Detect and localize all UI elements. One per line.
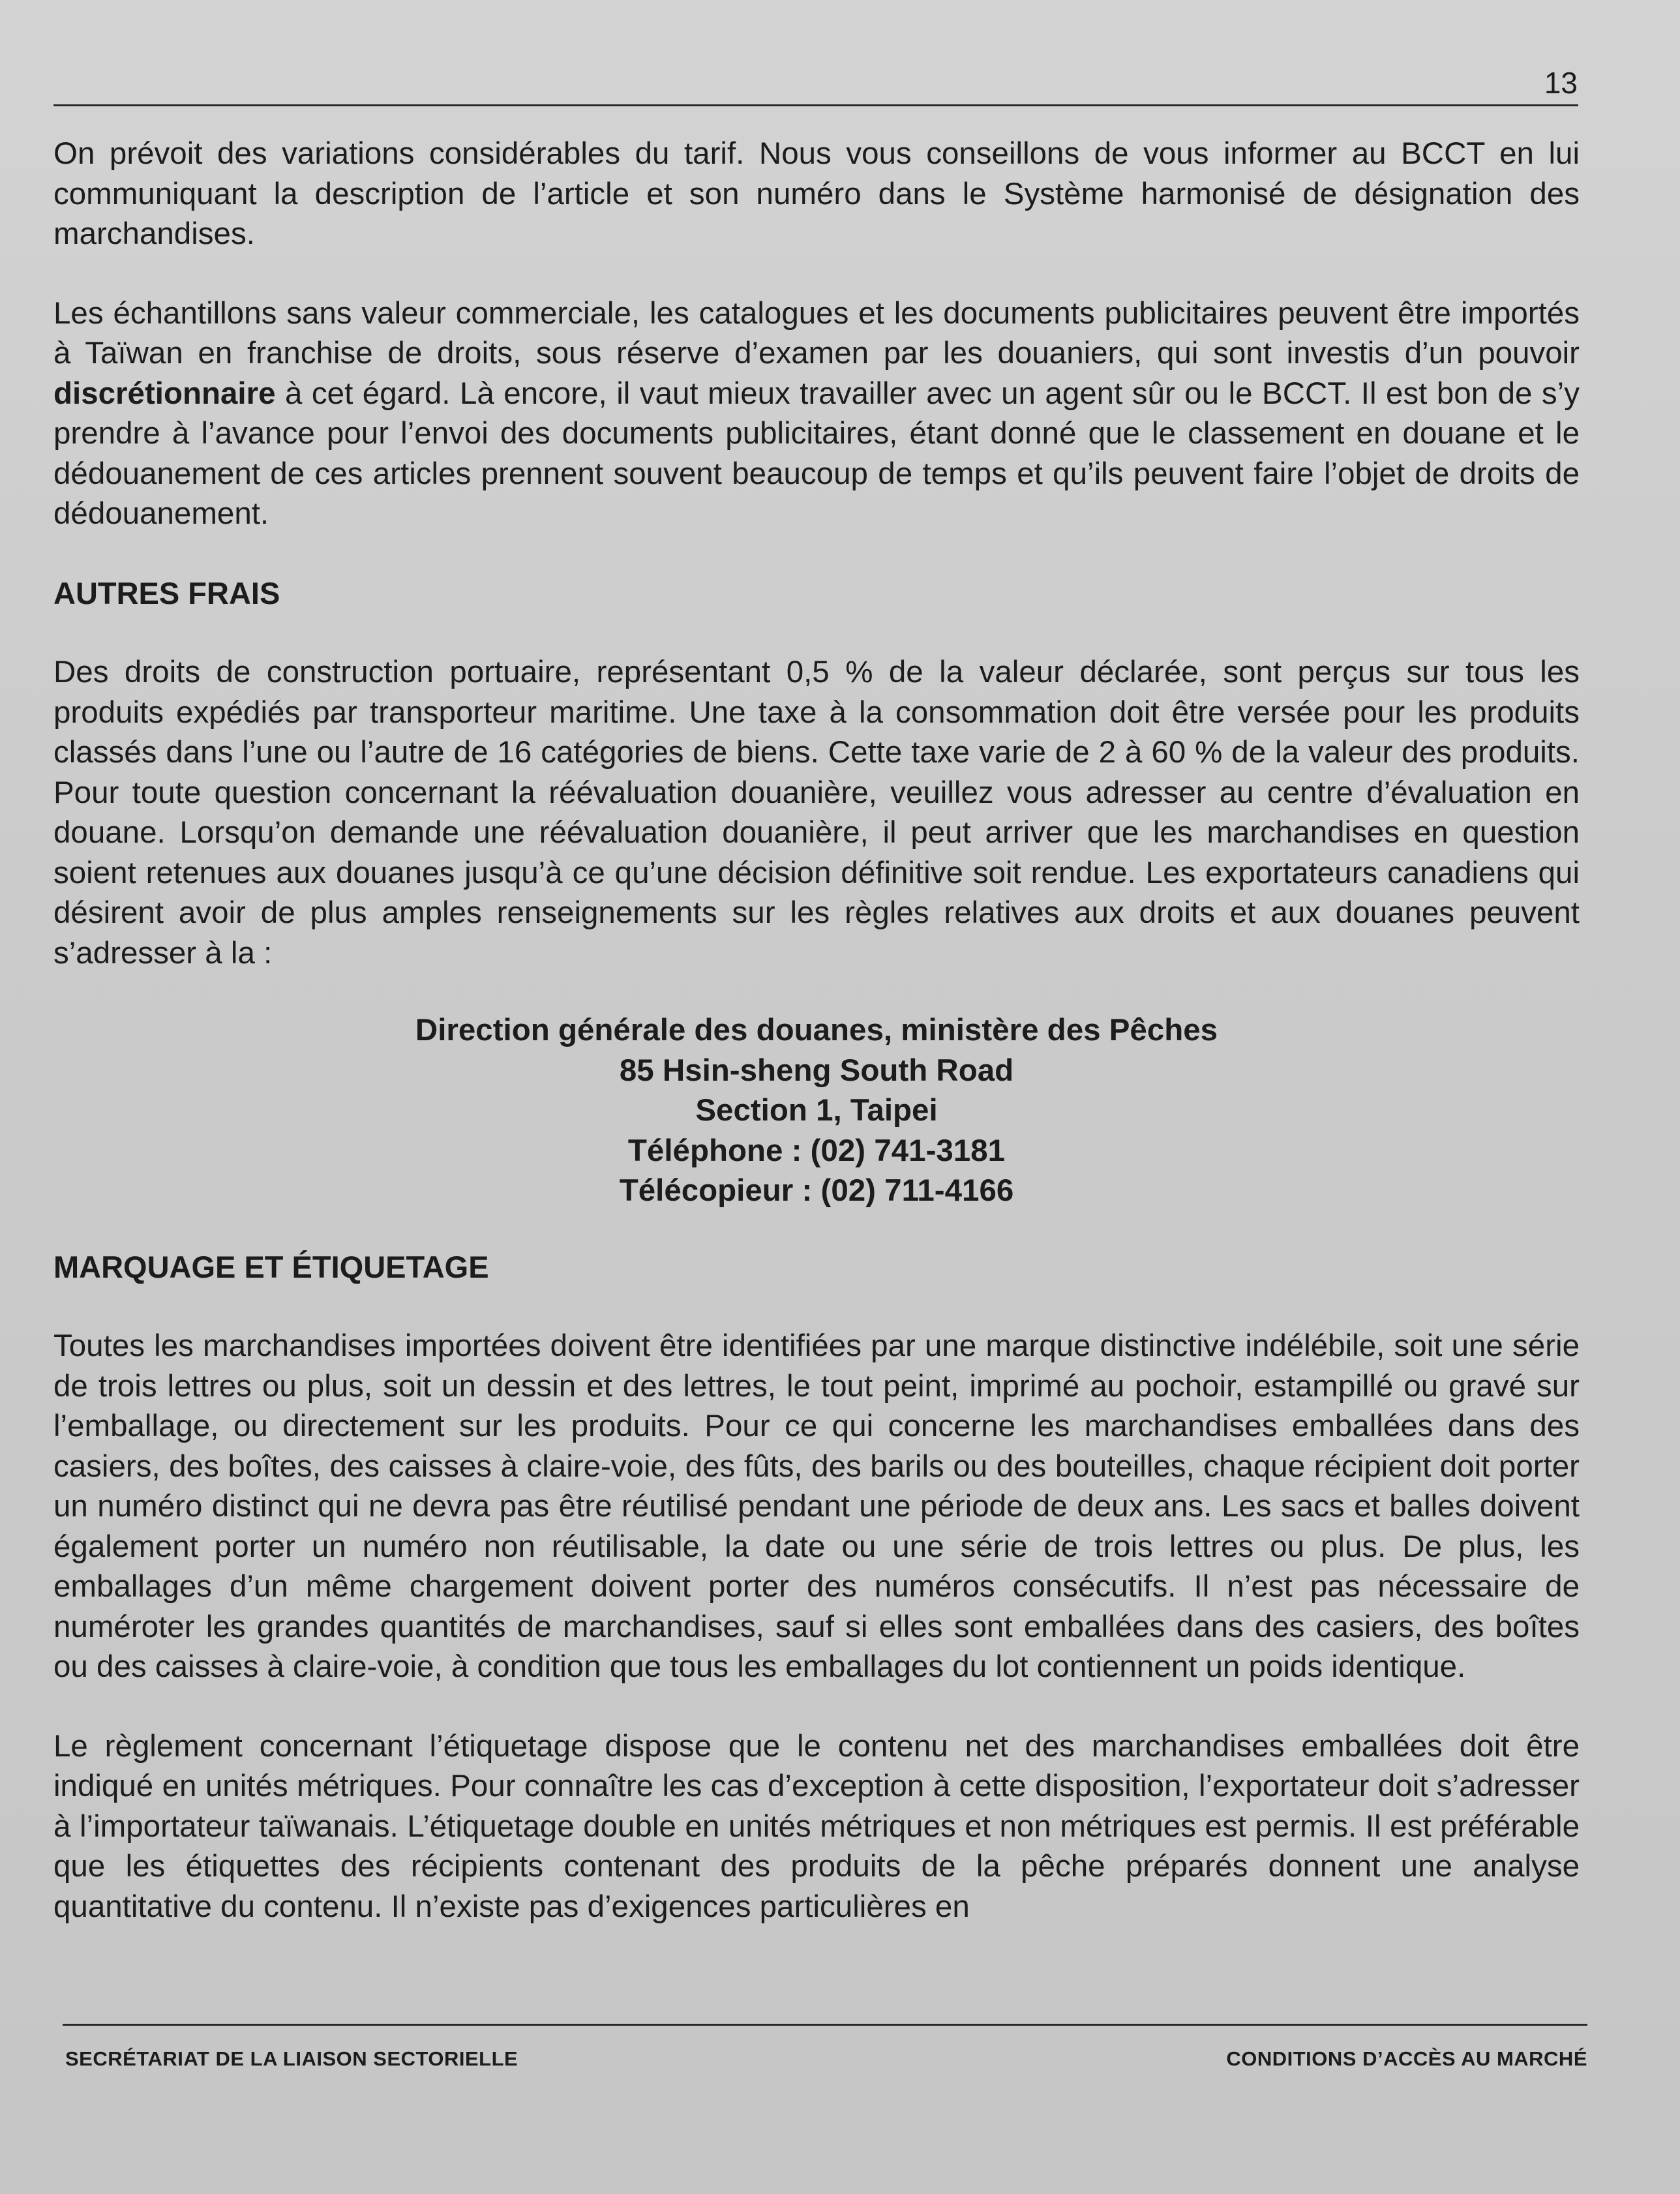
paragraph-samples-text-b: à cet égard. Là encore, il vaut mieux travailler avec un agent sûr ou le BCCT. Il est bon de s’y prendre à l’avance pour l’envoi des documents publicitaires, étant donné que le classement en douane et le dédouanement de ces articles prennent souvent beaucoup de temps et qu’ils peuvent faire l’objet de droits de dédouanement. — [53, 376, 1580, 531]
paragraph-marking: Toutes les marchandises importées doivent être identifiées par une marque distinctive indélébile, soit une série de trois lettres ou plus, soit un dessin et des lettres, le tout peint, imprimé au pochoir, estampillé ou gravé sur l’emballage, ou directement sur les produits. Pour ce qui concerne les marchandises emballées dans des casiers, des boîtes, des caisses à claire-voie, des fûts, des barils ou des bouteilles, chaque récipient doit porter un numéro distinct qui ne devra pas être réutilisé pendant une période de deux ans. Les sacs et balles doivent également porter un numéro non réutilisable, la date ou une série de trois lettres ou plus. De plus, les emballages d’un même chargement doivent porter des numéros consécutifs. Il n’est pas nécessaire de numéroter les grandes quantités de marchandises, sauf si elles sont emballées dans des casiers, des boîtes ou des caisses à claire-voie, à condition que tous les emballages du lot contiennent un poids identique. — [53, 1329, 1580, 1684]
address-line-street: 85 Hsin-sheng South Road — [619, 1053, 1014, 1088]
header-rule — [53, 104, 1578, 106]
heading-marquage-etiquetage: MARQUAGE ET ÉTIQUETAGE — [53, 1249, 489, 1284]
bold-term-discretionnaire: discrétionnaire — [53, 376, 276, 411]
customs-address-block — [53, 1010, 1580, 1211]
paragraph-labelling: Le règlement concernant l’étiquetage dispose que le contenu net des marchandises emballées doit être indiqué en unités métriques. Pour connaître les cas d’exception à cette disposition, l’exportateur doit s’adresser à l’importateur taïwanais. L’étiquetage double en unités métriques et non métriques est permis. Il est préférable que les étiquettes des récipients contenant des produits de la pêche préparés donnent une analyse quantitative du contenu. Il n’existe pas d’exigences particulières en — [53, 1728, 1580, 1924]
address-line-organization: Direction générale des douanes, ministère des Pêches — [415, 1013, 1218, 1047]
page-body — [53, 134, 1580, 1927]
address-line-city: Section 1, Taipei — [695, 1093, 938, 1128]
footer-rule — [63, 2024, 1587, 2026]
footer-right-text: CONDITIONS D’ACCÈS AU MARCHÉ — [1226, 2047, 1587, 2070]
page-number: 13 — [1544, 66, 1578, 100]
paragraph-samples — [53, 293, 1580, 534]
address-line-phone: Téléphone : (02) 741-3181 — [627, 1133, 1006, 1168]
paragraph-samples-text-a: Les échantillons sans valeur commerciale, les catalogues et les documents publicitaires peuvent être importés à Taïwan en franchise de droits, sous réserve d’examen par les douaniers, qui sont investis d’un pouvoir — [53, 295, 1580, 370]
address-line-fax: Télécopieur : (02) 711-4166 — [619, 1173, 1014, 1208]
paragraph-other-fees: Des droits de construction portuaire, représentant 0,5 % de la valeur déclarée, sont perçus sur tous les produits expédiés par transporteur maritime. Une taxe à la consommation doit être versée pour les produits classés dans l’une ou l’autre de 16 catégories de biens. Cette taxe varie de 2 à 60 % de la valeur des produits. Pour toute question concernant la réévaluation douanière, veuillez vous adresser au centre d’évaluation en douane. Lorsqu’on demande une réévaluation douanière, il peut arriver que les marchandises en question soient retenues aux douanes jusqu’à ce qu’une décision définitive soit rendue. Les exportateurs canadiens qui désirent avoir de plus amples renseignements sur les règles relatives aux droits et aux douanes peuvent s’adresser à la : — [53, 655, 1580, 970]
footer-left-text: SECRÉTARIAT DE LA LIAISON SECTORIELLE — [65, 2047, 518, 2070]
paragraph-tariff-variations: On prévoit des variations considérables du tarif. Nous vous conseillons de vous informer au BCCT en lui communiquant la description de l’article et son numéro dans le Système harmonisé de désignation des marchandises. — [53, 136, 1580, 251]
heading-autres-frais: AUTRES FRAIS — [53, 575, 280, 610]
